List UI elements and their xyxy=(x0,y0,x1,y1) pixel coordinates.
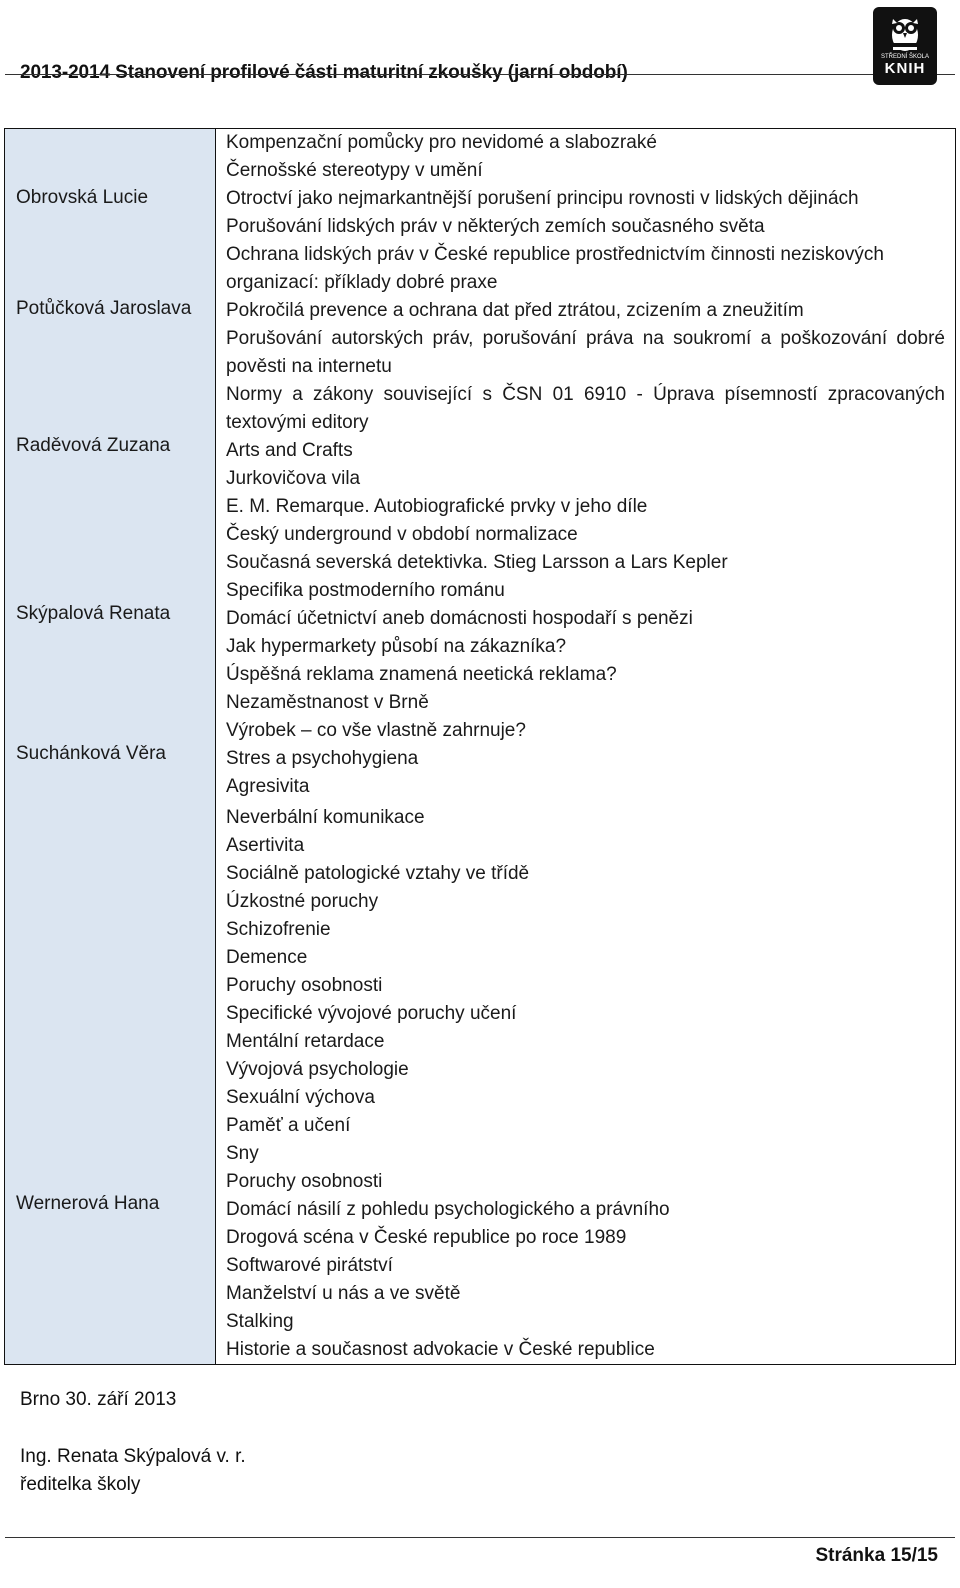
logo-school-label: STŘEDNÍ ŠKOLA xyxy=(880,54,929,60)
topic-item: Výrobek – co vše vlastně zahrnuje? xyxy=(226,720,526,741)
school-logo xyxy=(873,7,937,85)
topic-item: Domácí účetnictví aneb domácnosti hospodaří s penězi xyxy=(226,608,693,629)
topic-item: Český underground v období normalizace xyxy=(226,524,578,545)
topic-item: Sociálně patologické vztahy ve třídě xyxy=(226,863,530,884)
topic-item: Specifické vývojové poruchy učení xyxy=(226,1003,517,1024)
topic-item: Specifika postmoderního románu xyxy=(226,580,505,601)
topic-item: Jak hypermarkety působí na zákazníka? xyxy=(226,636,567,657)
topic-item: Normy a zákony související s ČSN 01 6910 - Úprava písemností zpracovaných textovými editory xyxy=(226,384,945,433)
topic-item: Stalking xyxy=(226,1311,294,1332)
document-date: Brno 30. září 2013 xyxy=(20,1389,177,1410)
teacher-name: Suchánková Věra xyxy=(16,743,166,764)
topic-item: Současná severská detektivka. Stieg Larsson a Lars Kepler xyxy=(226,552,728,573)
topic-item: Demence xyxy=(226,947,308,968)
document-header-title: 2013-2014 Stanovení profilové části maturitní zkoušky (jarní období) xyxy=(20,62,628,83)
topic-item: Poruchy osobnosti xyxy=(226,1171,383,1192)
topic-item: Historie a současnost advokacie v České republice xyxy=(226,1339,655,1360)
topic-item: Domácí násilí z pohledu psychologického a právního xyxy=(226,1199,670,1220)
topic-item: Otroctví jako nejmarkantnější porušení principu rovnosti v lidských dějinách xyxy=(226,188,859,209)
topics-column xyxy=(216,129,956,1365)
topic-item: Úspěšná reklama znamená neetická reklama? xyxy=(226,664,617,685)
teacher-name: Obrovská Lucie xyxy=(16,187,149,208)
teacher-name: Skýpalová Renata xyxy=(16,603,171,624)
topic-item: Drogová scéna v České republice po roce 1989 xyxy=(226,1227,627,1248)
teacher-name: Potůčková Jaroslava xyxy=(16,298,192,319)
topic-item: Kompenzační pomůcky pro nevidomé a slabozraké xyxy=(226,132,657,153)
topic-item: Agresivita xyxy=(226,776,310,797)
topic-item: Porušování lidských práv v některých zemích současného světa xyxy=(226,216,765,237)
topic-item: Arts and Crafts xyxy=(226,440,353,461)
topic-item: Mentální retardace xyxy=(226,1031,385,1052)
logo-school-name: KNIH xyxy=(884,60,926,77)
topic-item: Softwarové pirátství xyxy=(226,1255,393,1276)
teacher-name: Wernerová Hana xyxy=(16,1193,160,1214)
page-number: Stránka 15/15 xyxy=(815,1545,938,1566)
teacher-name: Raděvová Zuzana xyxy=(16,435,171,456)
topic-item: Stres a psychohygiena xyxy=(226,748,419,769)
topic-item: Jurkovičova vila xyxy=(226,468,361,489)
topic-item: Paměť a učení xyxy=(226,1115,351,1136)
signature-role: ředitelka školy xyxy=(20,1474,141,1495)
topic-item: Schizofrenie xyxy=(226,919,331,940)
topic-item: Vývojová psychologie xyxy=(226,1059,409,1080)
topic-item: Úzkostné poruchy xyxy=(226,891,379,912)
topic-item: Sexuální výchova xyxy=(226,1087,375,1108)
header-divider xyxy=(5,74,955,75)
topic-item: Ochrana lidských práv v České republice prostřednictvím činnosti neziskových organizací: příklady dobré praxe xyxy=(226,244,884,293)
signature-name: Ing. Renata Skýpalová v. r. xyxy=(20,1446,246,1467)
topic-item: Černošské stereotypy v umění xyxy=(226,160,483,181)
topic-item: Nezaměstnanost v Brně xyxy=(226,692,429,713)
signature-block xyxy=(20,1443,246,1499)
topic-item: Manželství u nás a ve světě xyxy=(226,1283,461,1304)
topic-item: Sny xyxy=(226,1143,259,1164)
footer-divider xyxy=(5,1537,955,1538)
topic-item: Asertivita xyxy=(226,835,305,856)
teacher-names-column xyxy=(5,129,216,1365)
topic-item: Neverbální komunikace xyxy=(226,807,425,828)
topic-item: Pokročilá prevence a ochrana dat před ztrátou, zcizením a zneužitím xyxy=(226,300,804,321)
topic-item: E. M. Remarque. Autobiografické prvky v jeho díle xyxy=(226,496,648,517)
topic-item: Poruchy osobnosti xyxy=(226,975,383,996)
topic-item: Porušování autorských práv, porušování práva na soukromí a poškozování dobré pověsti na internetu xyxy=(226,328,945,377)
owl-icon xyxy=(887,13,923,53)
topics-table xyxy=(4,128,956,1365)
